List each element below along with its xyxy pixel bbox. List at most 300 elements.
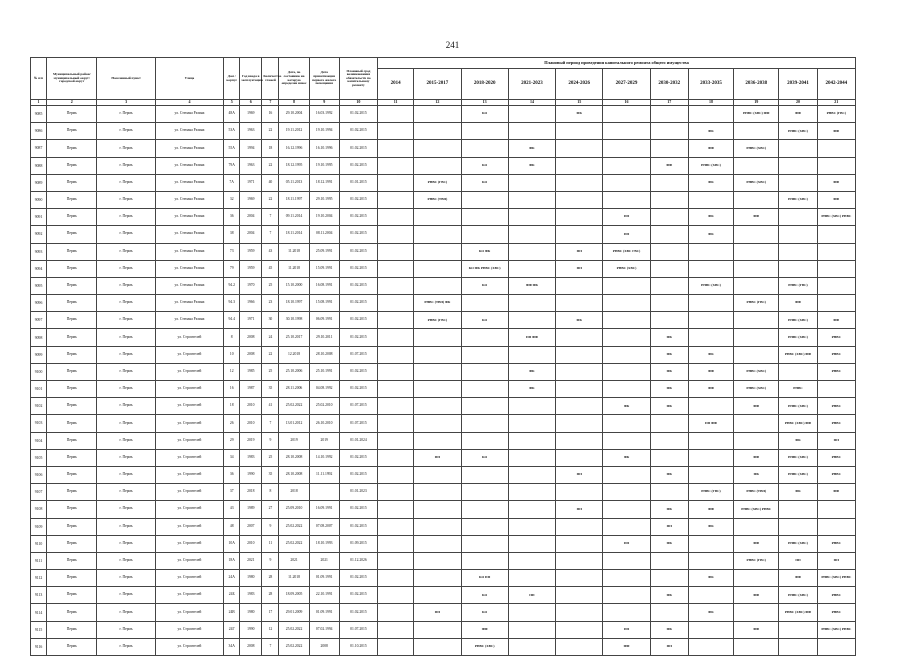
table-cell: 28.10.2008 bbox=[309, 346, 339, 363]
table-cell bbox=[734, 312, 779, 329]
table-cell: 11.11.1992 bbox=[309, 466, 339, 483]
table-cell bbox=[508, 226, 555, 243]
table-row bbox=[31, 295, 856, 312]
table-cell: 12 bbox=[262, 621, 279, 638]
table-cell bbox=[734, 415, 779, 432]
table-cell: ФФ bbox=[734, 535, 779, 552]
table-cell bbox=[414, 106, 461, 123]
table-cell bbox=[650, 552, 688, 569]
table-cell: 9095 bbox=[31, 277, 47, 294]
table-cell: 15.09.1991 bbox=[309, 260, 339, 277]
year-header: 2036-2038 bbox=[734, 69, 779, 100]
table-cell: 9090 bbox=[31, 191, 47, 208]
table-cell bbox=[556, 346, 603, 363]
table-cell bbox=[817, 518, 855, 535]
table-cell bbox=[603, 552, 650, 569]
table-cell bbox=[556, 174, 603, 191]
table-cell bbox=[378, 363, 414, 380]
table-cell bbox=[734, 346, 779, 363]
table-cell bbox=[378, 570, 414, 587]
table-cell: 28.11.2006 bbox=[279, 381, 309, 398]
table-cell bbox=[556, 552, 603, 569]
table-cell: 24Г bbox=[224, 621, 240, 638]
table-cell bbox=[603, 381, 650, 398]
column-number: 8 bbox=[279, 100, 309, 106]
table-cell: 1987 bbox=[240, 381, 262, 398]
table-cell: ФК bbox=[650, 381, 688, 398]
table-cell: ФФ bbox=[817, 123, 855, 140]
table-cell bbox=[378, 140, 414, 157]
table-cell: ул. Строителей bbox=[155, 552, 223, 569]
table-cell: г. Пермь bbox=[97, 226, 155, 243]
table-cell bbox=[650, 604, 688, 621]
table-cell: 01.02.2015 bbox=[339, 466, 377, 483]
table-cell: 1990 bbox=[240, 466, 262, 483]
column-number: 5 bbox=[224, 100, 240, 106]
table-cell bbox=[779, 157, 817, 174]
table-cell: 01.02.2015 bbox=[339, 449, 377, 466]
table-cell: ФК bbox=[603, 449, 650, 466]
table-cell: ПП bbox=[603, 621, 650, 638]
header-row-plan bbox=[31, 58, 856, 69]
table-cell bbox=[688, 552, 733, 569]
table-cell bbox=[556, 432, 603, 449]
table-cell bbox=[650, 123, 688, 140]
table-cell bbox=[603, 123, 650, 140]
table-cell: 9096 bbox=[31, 295, 47, 312]
table-cell: Пермь bbox=[47, 174, 97, 191]
table-cell: 25.02.2022 bbox=[279, 535, 309, 552]
table-cell: ФФ bbox=[779, 295, 817, 312]
column-number: 12 bbox=[414, 100, 461, 106]
table-row bbox=[31, 552, 856, 569]
table-cell: РНВС (ХВС) РНВС bbox=[817, 570, 855, 587]
table-cell: 29.10.2004 bbox=[279, 106, 309, 123]
table-cell: 1959 bbox=[240, 260, 262, 277]
table-cell: 1963 bbox=[240, 157, 262, 174]
table-cell bbox=[734, 157, 779, 174]
table-cell: г. Пермь bbox=[97, 621, 155, 638]
table-cell: 9093 bbox=[31, 243, 47, 260]
column-number: 13 bbox=[461, 100, 508, 106]
table-cell: Пермь bbox=[47, 587, 97, 604]
table-cell: 9106 bbox=[31, 466, 47, 483]
table-cell: 73 bbox=[224, 243, 240, 260]
table-cell: 28.10.2008 bbox=[279, 449, 309, 466]
table-cell: РНВС bbox=[817, 346, 855, 363]
table-cell: 25.02.2022 bbox=[279, 398, 309, 415]
table-cell: ул. Строителей bbox=[155, 518, 223, 535]
table-cell: РНВС (ХВС) ФФ bbox=[779, 346, 817, 363]
table-cell: Пермь bbox=[47, 518, 97, 535]
table-cell bbox=[414, 260, 461, 277]
table-cell: 7 bbox=[262, 415, 279, 432]
table-cell: 01.10.2015 bbox=[339, 638, 377, 655]
table-cell: ФФ bbox=[779, 570, 817, 587]
table-cell: 01.07.2015 bbox=[339, 621, 377, 638]
table-cell bbox=[650, 449, 688, 466]
table-cell: 25.10.2017 bbox=[279, 329, 309, 346]
table-cell bbox=[414, 552, 461, 569]
table-cell: ул. Степана Разина bbox=[155, 243, 223, 260]
table-cell bbox=[779, 174, 817, 191]
table-cell bbox=[461, 209, 508, 226]
table-cell: Пермь bbox=[47, 484, 97, 501]
table-cell bbox=[508, 638, 555, 655]
table-cell bbox=[378, 501, 414, 518]
table-cell bbox=[734, 518, 779, 535]
table-cell bbox=[461, 552, 508, 569]
year-header: 2024-2026 bbox=[556, 69, 603, 100]
table-cell bbox=[414, 484, 461, 501]
table-cell: РНВС (ХВС) bbox=[461, 638, 508, 655]
table-cell: 37 bbox=[224, 484, 240, 501]
table-cell: ФФ bbox=[461, 621, 508, 638]
table-cell: 01.09.1991 bbox=[309, 570, 339, 587]
table-cell bbox=[650, 191, 688, 208]
table-cell: 12 bbox=[224, 363, 240, 380]
table-cell: ПП bbox=[817, 432, 855, 449]
table-cell: г. Пермь bbox=[97, 260, 155, 277]
table-cell: 01.09.2015 bbox=[339, 535, 377, 552]
table-cell: 9109 bbox=[31, 518, 47, 535]
table-cell bbox=[603, 501, 650, 518]
table-cell bbox=[378, 277, 414, 294]
table-cell bbox=[508, 484, 555, 501]
table-cell: 35 bbox=[262, 466, 279, 483]
table-cell: 22 bbox=[262, 157, 279, 174]
table-cell: ул. Степана Разина bbox=[155, 209, 223, 226]
table-cell: РНВС (ХВС) bbox=[779, 191, 817, 208]
table-cell: 1971 bbox=[240, 312, 262, 329]
table-cell: ФК bbox=[650, 363, 688, 380]
table-cell: 01.02.2015 bbox=[339, 123, 377, 140]
table-cell bbox=[414, 415, 461, 432]
table-cell: 16 bbox=[224, 381, 240, 398]
table-cell bbox=[817, 501, 855, 518]
table-cell: ПП bbox=[556, 501, 603, 518]
table-cell: 01.02.2015 bbox=[339, 363, 377, 380]
table-cell bbox=[603, 346, 650, 363]
table-cell: 55А bbox=[224, 140, 240, 157]
table-cell: 2019 bbox=[279, 432, 309, 449]
column-number: 9 bbox=[309, 100, 339, 106]
table-cell: 01.01.2023 bbox=[339, 484, 377, 501]
table-cell: Пермь bbox=[47, 621, 97, 638]
table-cell bbox=[650, 312, 688, 329]
table-cell: 01.07.2015 bbox=[339, 398, 377, 415]
table-cell: г. Пермь bbox=[97, 209, 155, 226]
table-cell bbox=[688, 243, 733, 260]
table-cell: 35 bbox=[262, 381, 279, 398]
table-cell: 43 bbox=[262, 243, 279, 260]
table-cell: 25.02.2022 bbox=[279, 621, 309, 638]
table-cell: 01.07.2015 bbox=[339, 346, 377, 363]
table-cell: 01.01.2024 bbox=[339, 432, 377, 449]
table-cell: 1985 bbox=[240, 363, 262, 380]
table-cell: г. Пермь bbox=[97, 398, 155, 415]
table-cell: ФК bbox=[508, 381, 555, 398]
table-cell: 2007 bbox=[240, 518, 262, 535]
table-cell: ул. Строителей bbox=[155, 501, 223, 518]
table-cell: ФК bbox=[603, 398, 650, 415]
table-cell: 25.09.1991 bbox=[309, 243, 339, 260]
table-cell: КО bbox=[461, 174, 508, 191]
table-cell: РНВС (ХВС) РНВС bbox=[817, 621, 855, 638]
table-cell bbox=[734, 432, 779, 449]
table-cell: ул. Степана Разина bbox=[155, 260, 223, 277]
table-cell: г. Пермь bbox=[97, 570, 155, 587]
table-cell: 25.10.1991 bbox=[309, 363, 339, 380]
table-cell bbox=[650, 243, 688, 260]
table-cell bbox=[734, 191, 779, 208]
table-row bbox=[31, 174, 856, 191]
table-row bbox=[31, 260, 856, 277]
table-cell bbox=[556, 295, 603, 312]
table-cell bbox=[779, 243, 817, 260]
table-cell bbox=[378, 295, 414, 312]
table-cell: 1989 bbox=[240, 501, 262, 518]
table-cell: 25 bbox=[262, 449, 279, 466]
table-cell: ФК bbox=[688, 346, 733, 363]
table-cell: РНВС (ГВС) bbox=[414, 312, 461, 329]
table-cell bbox=[603, 106, 650, 123]
table-cell bbox=[734, 329, 779, 346]
table-cell bbox=[734, 226, 779, 243]
table-cell: РНВС (ХВС) bbox=[779, 466, 817, 483]
column-header: Дом / корпус bbox=[224, 58, 240, 100]
table-cell bbox=[603, 432, 650, 449]
table-cell bbox=[650, 260, 688, 277]
table-cell: 14.10.1992 bbox=[309, 449, 339, 466]
table-cell bbox=[556, 535, 603, 552]
table-cell bbox=[556, 570, 603, 587]
table-cell: ФК bbox=[650, 398, 688, 415]
table-cell bbox=[603, 604, 650, 621]
table-cell bbox=[556, 329, 603, 346]
table-cell: РНВС (ХВС) bbox=[688, 157, 733, 174]
table-cell: 28.10.2008 bbox=[279, 466, 309, 483]
table-cell: 16.10.1996 bbox=[309, 140, 339, 157]
table-cell: ул. Степана Разина bbox=[155, 226, 223, 243]
table-cell: РНВС (ГВС) bbox=[734, 552, 779, 569]
table-cell: г. Пермь bbox=[97, 329, 155, 346]
table-cell bbox=[378, 638, 414, 655]
table-cell: 9100 bbox=[31, 363, 47, 380]
table-row bbox=[31, 398, 856, 415]
table-cell: 25 bbox=[262, 277, 279, 294]
table-cell bbox=[414, 432, 461, 449]
table-cell: 79 bbox=[224, 260, 240, 277]
table-cell: ФФ bbox=[688, 140, 733, 157]
table-cell: 36 bbox=[224, 209, 240, 226]
table-cell bbox=[556, 449, 603, 466]
table-cell: 1971 bbox=[240, 174, 262, 191]
table-cell: 1983 bbox=[240, 449, 262, 466]
table-cell: ФФ bbox=[650, 157, 688, 174]
table-cell: 01.02.2015 bbox=[339, 587, 377, 604]
table-cell bbox=[817, 295, 855, 312]
table-cell: ул. Строителей bbox=[155, 638, 223, 655]
table-row bbox=[31, 415, 856, 432]
table-row bbox=[31, 106, 856, 123]
table-cell: 01.09.1991 bbox=[309, 604, 339, 621]
table-cell: 8 bbox=[224, 329, 240, 346]
table-cell: 1980 bbox=[240, 570, 262, 587]
table-cell: 01.02.2015 bbox=[339, 140, 377, 157]
table-cell bbox=[508, 398, 555, 415]
table-cell bbox=[734, 277, 779, 294]
table-cell: ФК bbox=[508, 157, 555, 174]
table-cell: 01.02.2015 bbox=[339, 277, 377, 294]
table-cell bbox=[688, 621, 733, 638]
table-cell bbox=[603, 140, 650, 157]
column-header: Улица bbox=[155, 58, 223, 100]
table-cell: ФК bbox=[688, 570, 733, 587]
table-cell: Пермь bbox=[47, 466, 97, 483]
table-cell: ПП bbox=[414, 604, 461, 621]
table-cell bbox=[688, 106, 733, 123]
table-cell: г. Пермь bbox=[97, 277, 155, 294]
table-cell bbox=[508, 432, 555, 449]
table-cell: ФК bbox=[779, 484, 817, 501]
table-cell bbox=[461, 140, 508, 157]
table-cell: г. Пермь bbox=[97, 381, 155, 398]
table-cell: 2008 bbox=[240, 329, 262, 346]
table-cell: РНВС (ХВС) РНВС bbox=[734, 501, 779, 518]
table-cell: РНВС bbox=[817, 449, 855, 466]
table-cell: ФФ bbox=[688, 501, 733, 518]
table-cell: 28 bbox=[262, 587, 279, 604]
table-cell bbox=[556, 587, 603, 604]
table-cell bbox=[508, 449, 555, 466]
table-cell: 18А bbox=[224, 552, 240, 569]
table-cell bbox=[817, 381, 855, 398]
table-cell: Пермь bbox=[47, 535, 97, 552]
table-cell: ул. Строителей bbox=[155, 381, 223, 398]
table-cell: 1969 bbox=[240, 106, 262, 123]
table-cell bbox=[378, 243, 414, 260]
table-cell: 19.10.1995 bbox=[309, 157, 339, 174]
table-cell bbox=[378, 260, 414, 277]
table-cell: 01.02.2015 bbox=[339, 501, 377, 518]
table-cell: 10А bbox=[224, 535, 240, 552]
table-cell: 7А bbox=[224, 174, 240, 191]
table-cell bbox=[461, 191, 508, 208]
table-cell bbox=[556, 621, 603, 638]
table-cell: ФФ bbox=[779, 106, 817, 123]
table-cell bbox=[508, 295, 555, 312]
table-cell: 22 bbox=[262, 346, 279, 363]
table-cell: РНВС bbox=[817, 363, 855, 380]
table-cell: ул. Степана Разина bbox=[155, 123, 223, 140]
table-cell bbox=[688, 312, 733, 329]
table-cell: ПП bbox=[556, 260, 603, 277]
table-cell: ФК bbox=[734, 466, 779, 483]
table-cell bbox=[650, 484, 688, 501]
table-cell: ул. Строителей bbox=[155, 432, 223, 449]
table-cell bbox=[556, 518, 603, 535]
table-cell: 7 bbox=[262, 209, 279, 226]
table-cell bbox=[779, 260, 817, 277]
table-cell bbox=[461, 518, 508, 535]
table-cell: 9104 bbox=[31, 432, 47, 449]
table-cell: 2004 bbox=[240, 226, 262, 243]
capital-repair-table bbox=[30, 57, 856, 656]
column-header: Дата приватизации первого жилого помещения bbox=[309, 58, 339, 100]
table-cell: РНВС bbox=[817, 329, 855, 346]
table-cell: 23 bbox=[262, 295, 279, 312]
table-cell: ул. Строителей bbox=[155, 587, 223, 604]
table-cell bbox=[378, 449, 414, 466]
table-cell: 1970 bbox=[240, 277, 262, 294]
table-row bbox=[31, 363, 856, 380]
table-cell: 18.12.1991 bbox=[309, 174, 339, 191]
table-cell: 1983 bbox=[240, 587, 262, 604]
table-cell: КО ПП bbox=[461, 570, 508, 587]
table-cell bbox=[414, 157, 461, 174]
table-row bbox=[31, 191, 856, 208]
table-cell: Пермь bbox=[47, 140, 97, 157]
table-cell: 01.02.2015 bbox=[339, 260, 377, 277]
table-cell: 48 bbox=[224, 518, 240, 535]
table-row bbox=[31, 123, 856, 140]
table-cell: 1990 bbox=[240, 621, 262, 638]
table-cell bbox=[650, 140, 688, 157]
table-row bbox=[31, 157, 856, 174]
table-cell bbox=[817, 157, 855, 174]
table-cell bbox=[779, 140, 817, 157]
table-cell: КО bbox=[461, 106, 508, 123]
table-row bbox=[31, 277, 856, 294]
table-cell: РНВС (ХВС) bbox=[779, 587, 817, 604]
table-cell: 9112 bbox=[31, 570, 47, 587]
table-cell: Пермь bbox=[47, 260, 97, 277]
table-cell: 01.02.2015 bbox=[339, 191, 377, 208]
table-cell: РНВС (ХВС ГВС) bbox=[603, 243, 650, 260]
table-cell: 19.11.2012 bbox=[279, 123, 309, 140]
table-cell: ПП bbox=[779, 552, 817, 569]
table-cell: 29.10.2011 bbox=[309, 329, 339, 346]
table-cell bbox=[461, 398, 508, 415]
table-cell: 18.09.2005 bbox=[279, 587, 309, 604]
table-cell: ул. Строителей bbox=[155, 570, 223, 587]
table-cell bbox=[688, 191, 733, 208]
table-cell: г. Пермь bbox=[97, 501, 155, 518]
table-cell: 01.02.2015 bbox=[339, 329, 377, 346]
table-cell: 2010 bbox=[240, 398, 262, 415]
table-cell bbox=[817, 277, 855, 294]
table-cell: 2021 bbox=[240, 552, 262, 569]
table-cell: КО bbox=[461, 277, 508, 294]
table-cell: ФК bbox=[650, 346, 688, 363]
table-cell: 25.02.2022 bbox=[279, 518, 309, 535]
table-cell bbox=[603, 466, 650, 483]
table-cell: ПП bbox=[603, 535, 650, 552]
table-cell: 1963 bbox=[240, 123, 262, 140]
table-row bbox=[31, 484, 856, 501]
table-cell bbox=[734, 123, 779, 140]
year-header: 2018-2020 bbox=[461, 69, 508, 100]
table-cell bbox=[508, 621, 555, 638]
table-row bbox=[31, 209, 856, 226]
table-cell: ФФ bbox=[734, 209, 779, 226]
table-cell bbox=[688, 535, 733, 552]
table-cell: 9094 bbox=[31, 260, 47, 277]
table-cell bbox=[508, 191, 555, 208]
year-header: 2014 bbox=[378, 69, 414, 100]
table-cell: РНВС (ХВС) bbox=[734, 363, 779, 380]
